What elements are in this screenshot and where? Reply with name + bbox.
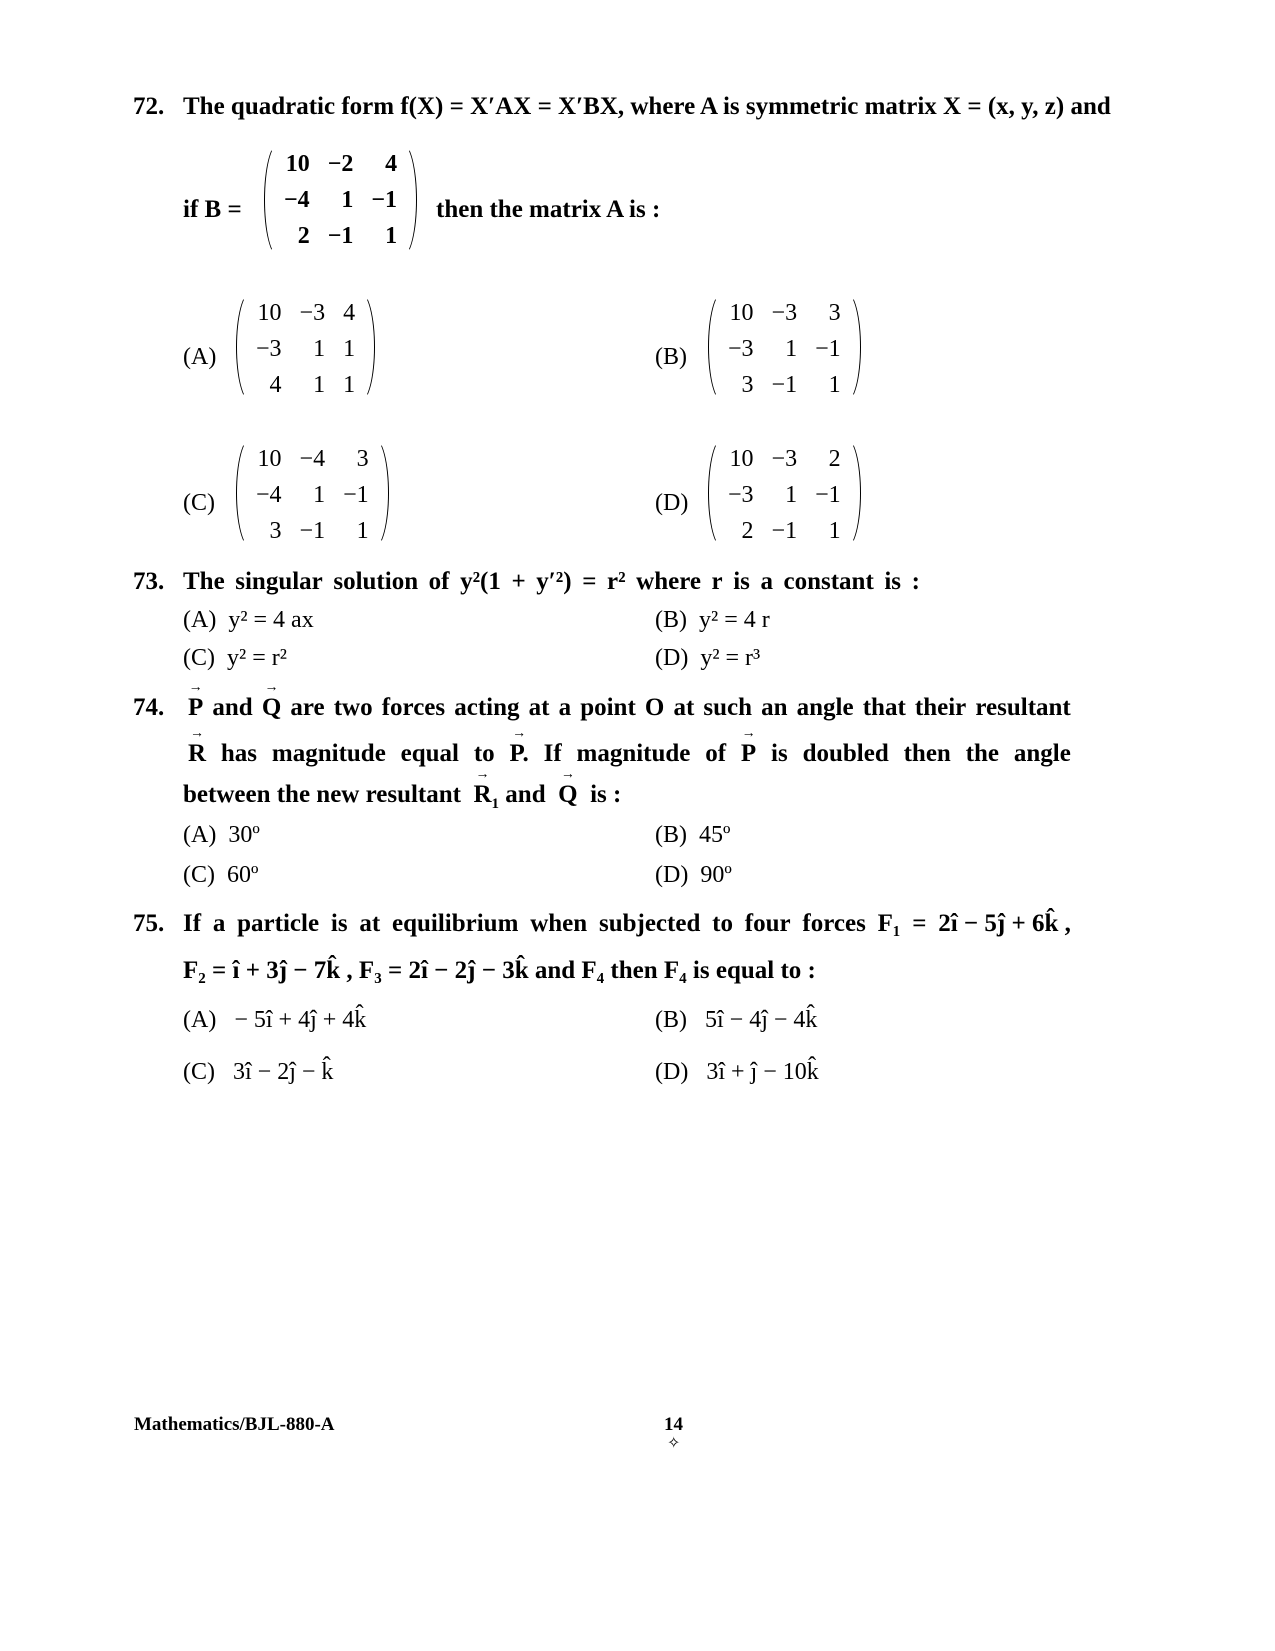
matrix-cell: 2 xyxy=(297,223,310,249)
matrix-cell: 4 xyxy=(385,151,398,177)
question-72-text: The quadratic form f(X) = X′AX = X′BX, where A is symmetric matrix X = (x, y, z) and xyxy=(183,93,1111,120)
option-label: (D) xyxy=(655,490,689,516)
option-d[interactable]: (D) y² = r³ xyxy=(655,645,761,671)
matrix-cell: −1 xyxy=(771,372,798,398)
matrix-cell: 10 xyxy=(257,446,282,472)
matrix-cell: 1 xyxy=(828,372,841,398)
question-75-line-1: If a particle is at equilibrium when subjected to four forces F₁ = 2î − 5ĵ + 6k̂ , xyxy=(183,910,1071,937)
matrix-cell: 3 xyxy=(269,518,282,544)
matrix-cell: 1 xyxy=(356,518,369,544)
matrix-cell: −2 xyxy=(327,151,354,177)
question-74-line-1: P → and Q → are two forces acting at a point O at such an angle that their resultant xyxy=(188,694,1071,722)
matrix-cell: −3 xyxy=(299,300,326,326)
option-label: (C) xyxy=(183,490,215,516)
option-b[interactable]: (B) y² = 4 r xyxy=(655,607,770,633)
option-b[interactable]: (B) 5î − 4ĵ − 4k̂ xyxy=(655,1007,818,1033)
matrix-cell: 2 xyxy=(828,446,841,472)
matrix-cell: −4 xyxy=(256,482,282,508)
question-number-74: 74. xyxy=(133,694,165,721)
matrix-cell: 10 xyxy=(285,151,310,177)
matrix-cell: −3 xyxy=(728,336,754,362)
matrix-cell: 4 xyxy=(343,300,356,326)
option-label: (B) xyxy=(655,344,687,370)
matrix-cell: 1 xyxy=(313,482,326,508)
matrix-cell: 3 xyxy=(356,446,369,472)
matrix-cell: 1 xyxy=(313,372,326,398)
option-b-matrix[interactable] xyxy=(708,292,861,402)
question-73-text: The singular solution of y²(1 + y′²) = r² where r is a constant is : xyxy=(183,568,920,595)
matrix-cell: 1 xyxy=(343,372,356,398)
matrix-cell: 3 xyxy=(741,372,754,398)
matrix-cell: 2 xyxy=(741,518,754,544)
option-c[interactable]: (C) 60º xyxy=(183,862,259,888)
matrix-cell: 1 xyxy=(313,336,326,362)
matrix-cell: 10 xyxy=(257,300,282,326)
footer-code: Mathematics/BJL-880-A xyxy=(134,1414,335,1435)
option-d-matrix[interactable] xyxy=(708,438,861,548)
option-b[interactable]: (B) 45º xyxy=(655,822,731,848)
question-75-line-2: F₂ = î + 3ĵ − 7k̂ , F₃ = 2î − 2ĵ − 3k̂ and F₄ then F₄ is equal to : xyxy=(183,957,816,984)
option-c[interactable]: (C) y² = r² xyxy=(183,645,287,671)
matrix-cell: −1 xyxy=(343,482,369,508)
matrix-cell: −1 xyxy=(371,187,398,213)
matrix-cell: −1 xyxy=(815,336,841,362)
matrix-cell: 1 xyxy=(828,518,841,544)
option-c[interactable]: (C) 3î − 2ĵ − k̂ xyxy=(183,1059,334,1085)
question-number-73: 73. xyxy=(133,568,165,595)
question-number-75: 75. xyxy=(133,910,165,937)
option-a[interactable]: (A) − 5î + 4ĵ + 4k̂ xyxy=(183,1007,367,1033)
option-d[interactable]: (D) 90º xyxy=(655,862,732,888)
matrix-cell: −3 xyxy=(256,336,282,362)
matrix-cell: 1 xyxy=(785,336,798,362)
matrix-cell: 10 xyxy=(729,300,754,326)
matrix-cell: 1 xyxy=(343,336,356,362)
matrix-cell: 4 xyxy=(269,372,282,398)
matrix-cell: −3 xyxy=(771,446,798,472)
matrix-cell: −1 xyxy=(299,518,326,544)
matrix-cell: 3 xyxy=(828,300,841,326)
question-74-line-3: between the new resultant $R \to_1$ and Q → is : xyxy=(183,781,621,813)
matrix-cell: −4 xyxy=(284,187,310,213)
option-c-matrix[interactable] xyxy=(236,438,389,548)
matrix-cell: 1 xyxy=(341,187,354,213)
page-number: 14 xyxy=(664,1414,683,1435)
matrix-cell: 10 xyxy=(729,446,754,472)
option-a[interactable]: (A) 30º xyxy=(183,822,260,848)
matrix-cell: 1 xyxy=(785,482,798,508)
option-d[interactable]: (D) 3î + ĵ − 10k̂ xyxy=(655,1059,819,1085)
matrix-cell: −1 xyxy=(771,518,798,544)
matrix-cell: −4 xyxy=(299,446,326,472)
matrix-cell: −1 xyxy=(815,482,841,508)
option-a[interactable]: (A) y² = 4 ax xyxy=(183,607,314,633)
matrix-cell: −3 xyxy=(771,300,798,326)
matrix-cell: 1 xyxy=(385,223,398,249)
question-72-then: then the matrix A is : xyxy=(436,196,661,223)
matrix-cell: −3 xyxy=(728,482,754,508)
matrix-b xyxy=(264,143,417,257)
question-74-line-2: R → has magnitude equal to P. → If magnitude of P → is doubled then the angle xyxy=(188,740,1071,768)
option-label: (A) xyxy=(183,344,217,370)
question-number-72: 72. xyxy=(133,93,165,120)
matrix-cell: −1 xyxy=(327,223,354,249)
option-a-matrix[interactable] xyxy=(236,292,375,402)
page-ornament: ✧ xyxy=(667,1435,681,1452)
question-72-if-b: if B = xyxy=(183,196,242,223)
